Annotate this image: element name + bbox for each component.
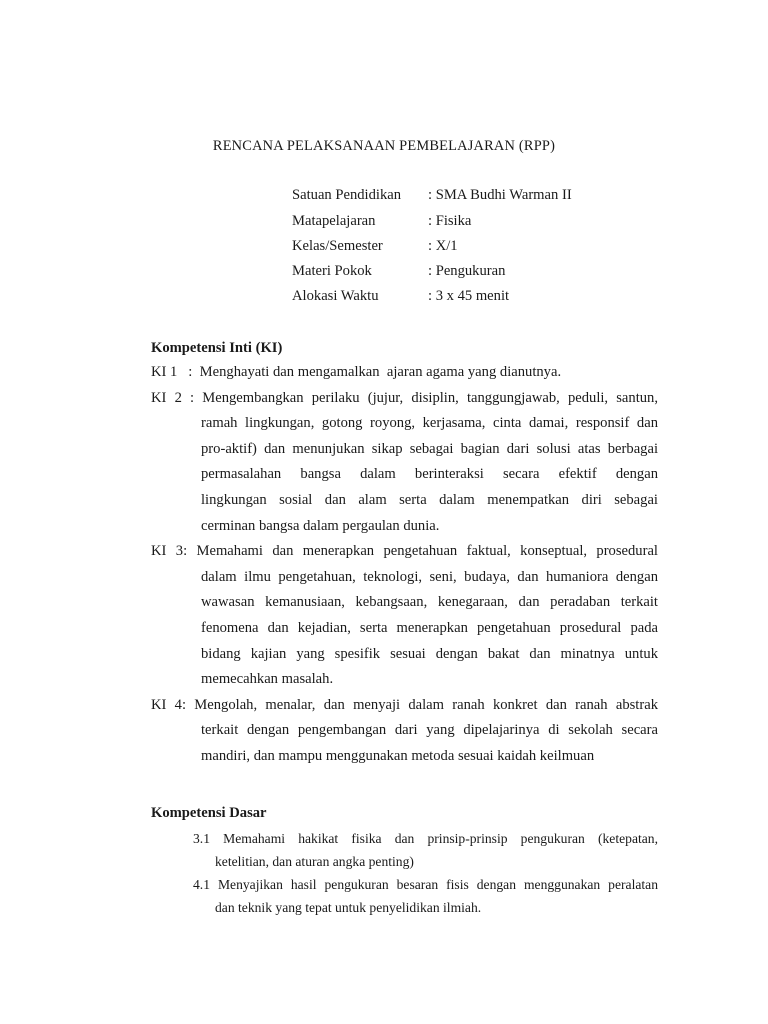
kd-heading: Kompetensi Dasar [151,805,267,821]
kd-list [193,828,658,920]
info-value-satuan: : SMA Budhi Warman II [428,187,572,203]
ki2-line: ramah lingkungan, gotong royong, kerjasama, cinta damai, responsif dan [201,415,658,432]
ki4-line: KI 4: Mengolah, menalar, dan menyaji dalam ranah konkret dan ranah abstrak [151,696,658,713]
ki3-line: bidang kajian yang spesifik sesuai dengan bakat dan minatnya untuk [201,645,658,662]
ki3-line: wawasan kemanusiaan, kebangsaan, kenegaraan, dan peradaban terkait [201,594,658,611]
info-value-materi: : Pengukuran [428,263,506,279]
kd41-line: 4.1 Menyajikan hasil pengukuran besaran fisis dengan menggunakan peralatan [193,877,658,892]
ki3-line: dalam ilmu pengetahuan, teknologi, seni, budaya, dan humaniora dengan [201,568,658,585]
ki-heading: Kompetensi Inti (KI) [151,340,283,356]
ki3-line: memecahkan masalah. [201,671,334,688]
info-value-mapel: : Fisika [428,213,472,229]
kd31-line: 3.1 Memahami hakikat fisika dan prinsip-prinsip pengukuran (ketepatan, [193,831,658,846]
info-label-materi: Materi Pokok [292,263,372,279]
ki2-line: pro-aktif) dan menunjukan sikap sebagai bagian dari solusi atas berbagai [201,440,658,457]
ki-list [151,361,658,771]
kd31-line: ketelitian, dan aturan angka penting) [215,854,414,869]
info-value-kelas: : X/1 [428,238,458,254]
kd41-line: dan teknik yang tepat untuk penyelidikan ilmiah. [215,900,482,915]
ki2-line: lingkungan sosial dan alam serta dalam menempatkan diri sebagai [201,491,658,508]
info-label-kelas: Kelas/Semester [292,238,383,254]
info-label-mapel: Matapelajaran [292,213,376,229]
ki4-line: terkait dengan pengembangan dari yang dipelajarinya di sekolah secara [201,722,658,739]
info-value-alokasi: : 3 x 45 menit [428,288,510,304]
document-title: RENCANA PELAKSANAAN PEMBELAJARAN (RPP) [212,138,556,154]
ki2-line: permasalahan bangsa dalam berinteraksi secara efektif dengan [201,466,658,483]
ki2-line: cerminan bangsa dalam pergaulan dunia. [201,517,440,534]
info-label-alokasi: Alokasi Waktu [292,288,379,304]
ki3-line: KI 3: Memahami dan menerapkan pengetahuan faktual, konseptual, prosedural [151,543,658,560]
ki1-line: KI 1 : Menghayati dan mengamalkan ajaran agama yang dianutnya. [151,364,562,380]
ki2-line: KI 2 : Mengembangkan perilaku (jujur, disiplin, tanggungjawab, peduli, santun, [151,389,658,406]
ki4-line: mandiri, dan mampu menggunakan metoda sesuai kaidah keilmuan [201,747,595,764]
info-label-satuan: Satuan Pendidikan [292,187,402,203]
ki3-line: fenomena dan kejadian, serta menerapkan pengetahuan prosedural pada [201,619,658,636]
